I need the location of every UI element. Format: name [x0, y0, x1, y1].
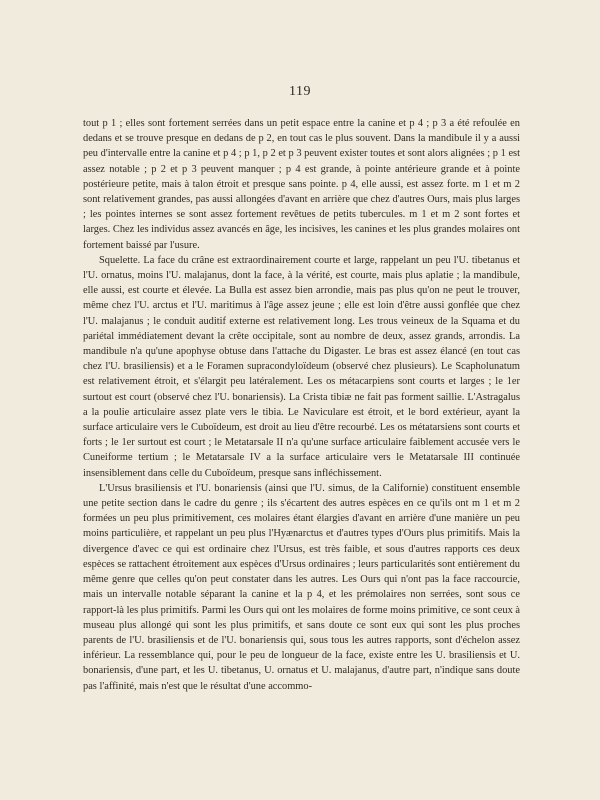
paragraph-dentition: tout p 1 ; elles sont fortement serrées dans un petit espace entre la canine et p 4 ; p 3 a été refoulée en dedans et se trouve presque en dedans de p 2, en tout cas le plus souvent. Dans la mandibule il y a aussi peu d'intervalle entre la canine et p 4 ; p 1, p 2 et p 3 peuvent exister toutes et sont alors alignées ; p 1 est assez notable ; p 2 et p 3 peuvent manquer ; p 4 est grande, à pointe antérieure grande et à pointe postérieure petite, mais à talon étroit et presque sans pointe. p 4, elle aussi, est assez forte. m 1 et m 2 sont relativement grandes, pas aussi allongées d'avant en arrière que chez d'autres Ours, mais plus larges ; les pointes internes se sont assez fortement revêtues de petits tubercules. m 1 et m 2 sont fortes et larges. Chez les individus assez avancés en âge, les incisives, les canines et les plus grandes molaires ont fortement baissé par l'usure. — [83, 118, 520, 251]
body-text — [83, 116, 520, 694]
paragraph-squelette: Squelette. La face du crâne est extraordinairement courte et large, rappelant un peu l'U. tibetanus et l'U. ornatus, moins l'U. malajanus, dont la face, à la vérité, est courte, mais plus aplatie ; la mandibule, elle aussi, est courte et élevée. La Bulla est assez bien arrondie, mais pas plus qu'on ne peut le trouver, même chez l'U. arctus et l'U. maritimus à l'âge assez jeune ; elle est loin d'être aussi gonflée que chez l'U. malajanus ; le conduit auditif externe est relativement long. Les trous veineux de la Squama et du pariétal immédiatement devant la crête occipitale, sont au nombre de deux, assez grands, arrondis. La mandibule n'a qu'une apophyse obtuse dans l'attache du Digaster. Le bras est assez élancé (en tout cas chez l'U. brasiliensis) et a le Foramen supracondyloïdeum (observé chez plusieurs). Le Scapholunatum est relativement étroit, et s'élargit peu latéralement. Les os métacarpiens sont courts et larges ; le 1er surtout est court (observé chez l'U. bonariensis). La Crista tibiæ ne fait pas forment saillie. L'Astragalus a la poulie articulaire assez plate vers le tibia. Le Naviculare est étroit, et le bord extérieur, ayant la surface articulaire vers le Cuboïdeum, est droit au lieu d'être recourbé. Les os métatarsiens sont courts et forts ; le 1er surtout est court ; le Metatarsale II n'a qu'une surface articulaire faiblement accusée vers le Cuneiforme tertium ; le Metatarsale IV a la surface articulaire vers le Metatarsale III continuée insensiblement dans celle du Cuboïdeum, presque sans infléchissement. — [83, 254, 520, 479]
page-number: 119 — [289, 84, 311, 99]
paragraph-ursus-brasiliensis: L'Ursus brasiliensis et l'U. bonariensis (ainsi que l'U. simus, de la Californie) constituent ensemble une petite section dans le cadre du genre ; ils s'écartent des autres espèces en ce qu'ils ont m 1 et m 2 formées un peu plus primitivement, ces molaires étant élargies d'avant en arrière d'une manière un peu moins particulière, et rappelant un peu plus l'Hyænarctus et d'autres types d'Ours plus primitifs. Mais la divergence d'avec ce qui est ordinaire chez l'Ursus, est très faible, et sous d'autres rapports ces deux espèces se rattachent étroitement aux espèces d'Ursus ordinaires ; leurs particularités sont entièrement du même genre que celles qu'on peut constater dans les autres. Les Ours qui n'ont pas la face raccourcie, mais un intervalle notable séparant la canine et la p 4, et les prémolaires non serrées, sont sous ce rapport-là les plus primitifs. Parmi les Ours qui ont les molaires de forme moins primitive, ce sont ceux à museau plus allongé qui sont les plus primitifs, et sans doute ce sont eux qui sont les plus proches parents de l'U. brasiliensis et de l'U. bonariensis qui, sous tous les autres rapports, sont d'échelon assez inférieur. La ressemblance qui, pour le peu de longueur de la face, existe entre les U. brasiliensis et U. bonariensis, d'une part, et les U. tibetanus, U. ornatus et U. malajanus, d'autre part, n'indique sans doute pas l'affinité, mais n'est que le résultat d'une accommo- — [83, 482, 520, 692]
